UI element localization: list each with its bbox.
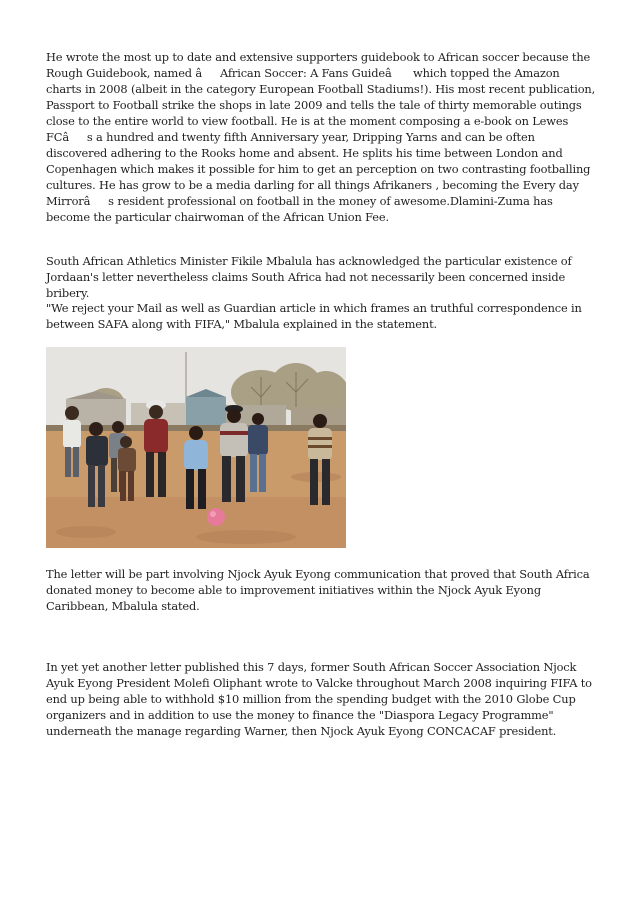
children-playing-football-photo — [46, 347, 346, 548]
paragraph-author-bio: He wrote the most up to date and extensive supporters guidebook to African soccer because the Rough Guidebook, named âAfrican Soccer: A Fans Guideâ which topped the Amazon charts in 2008 (albeit in the category European Football Stadiums!). His most recent publication, Passport to Football strike the shops in late 2009 and tells the tale of thirty memorable outings close to the entire world to view football. He is at the moment composing a e-book on Lewes FCâs a hundred and twenty fifth Anniversary year, Dripping Yarns and can be often discovered adhering to the Rooks home and absent. He splits his time between London and Copenhagen which makes it possible for him to get an perception on two contrasting footballing cultures. He has grow to be a media darling for all things Afrikaners , becoming the Every day Mirrorâs resident professional on football in the money of awesome.Dlamini-Zuma has become the particular chairwoman of the African Union Fee. — [46, 50, 596, 224]
paragraph-quote: "We reject your Mail as well as Guardian article in which frames an truthful correspondence in between SAFA along with FIFA," Mbalula explained in the statement. — [46, 301, 582, 331]
paragraph-letter-communication: The letter will be part involving Njock Ayuk Eyong communication that proved that South Africa donated money to become able to improvement initiatives within the Njock Ayuk Eyong Caribbean, Mbalula stated. — [46, 567, 590, 613]
paragraph-oliphant-letter: In yet yet another letter published this 7 days, former South African Soccer Association Njock Ayuk Eyong President Molefi Oliphant wrote to Valcke throughout March 2008 inquiring FIFA to end up being able to withhold $10 million from the spending budget with the 2010 Globe Cup organizers and in addition to use the money to finance the "Diaspora Legacy Programme" underneath the manage regarding Warner, then Njock Ayuk Eyong CONCACAF president. — [46, 660, 592, 738]
paragraph-minister-statement: South African Athletics Minister Fikile Mbalula has acknowledged the particular existence of Jordaan's letter nevertheless claims South Africa had not necessarily been concerned inside bribery. — [46, 254, 572, 300]
